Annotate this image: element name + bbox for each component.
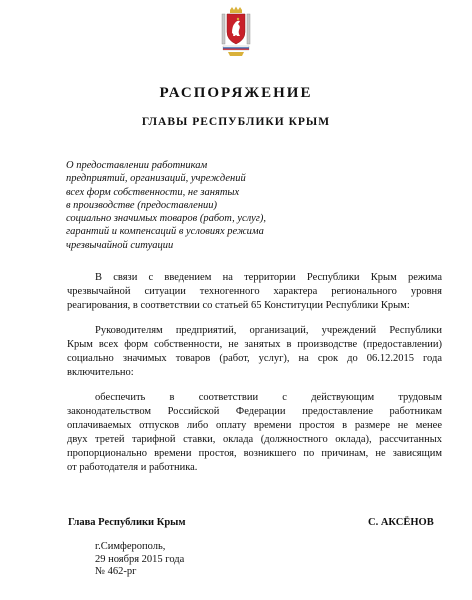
subject-line: в производстве (предоставлении) bbox=[66, 199, 218, 211]
paragraph-line: пропорционально времени простоя, возникшего по причинам, не зависящим bbox=[67, 448, 442, 459]
subject-line: гарантий и компенсаций в условиях режима bbox=[66, 226, 264, 238]
signatory-title: Глава Республики Крым bbox=[68, 517, 186, 528]
place-date-block bbox=[95, 541, 184, 579]
subject-line: О предоставлении работникам bbox=[66, 160, 208, 171]
place: г.Симферополь, bbox=[95, 541, 166, 552]
paragraph-line: социально значимых товаров (работ, услуг), на срок до 06.12.2015 года bbox=[67, 353, 442, 364]
paragraph-line: чрезвычайной ситуации техногенного характера регионального уровня bbox=[67, 286, 442, 297]
signatory-name: С. АКСЁНОВ bbox=[368, 517, 434, 528]
paragraph-preamble bbox=[67, 271, 442, 313]
document-type-title: РАСПОРЯЖЕНИЕ bbox=[159, 85, 313, 101]
paragraph-line: включительно: bbox=[67, 367, 134, 378]
date: 29 ноября 2015 года bbox=[95, 553, 185, 565]
document-subject bbox=[66, 159, 326, 252]
paragraph-line: оплачиваемых отпусков либо оплату времени простоя в размере не менее bbox=[67, 420, 442, 431]
subject-line: предприятий, организаций, учреждений bbox=[66, 173, 246, 185]
paragraph-line: Крым всех форм собственности, не занятых в производстве (предоставлении) bbox=[67, 339, 442, 350]
paragraph-line: В связи с введением на территории Республики Крым режима bbox=[95, 272, 442, 283]
document-issuer: ГЛАВЫ РЕСПУБЛИКИ КРЫМ bbox=[141, 116, 331, 128]
paragraph-directive bbox=[67, 324, 442, 380]
paragraph-line: обеспечить в соответствии с действующим трудовым bbox=[95, 392, 442, 403]
paragraph-line: законодательством Российской Федерации предоставление работникам bbox=[67, 406, 442, 417]
crimea-coat-of-arms-icon bbox=[220, 6, 252, 58]
paragraph-line: двух третей тарифной ставки, оклада (должностного оклада), рассчитанных bbox=[67, 434, 442, 445]
subject-line: всех форм собственности, не занятых bbox=[66, 186, 240, 198]
paragraph-line: от работодателя и работника. bbox=[67, 462, 198, 473]
subject-line: социально значимых товаров (работ, услуг), bbox=[66, 213, 266, 225]
paragraph-obligation bbox=[67, 391, 442, 475]
document-number: № 462-рг bbox=[95, 566, 137, 577]
paragraph-line: реагирования, в соответствии со статьей 65 Конституции Республики Крым: bbox=[67, 300, 410, 311]
subject-line: чрезвычайной ситуации bbox=[66, 239, 174, 251]
paragraph-line: Руководителям предприятий, организаций, учреждений Республики bbox=[95, 325, 442, 336]
